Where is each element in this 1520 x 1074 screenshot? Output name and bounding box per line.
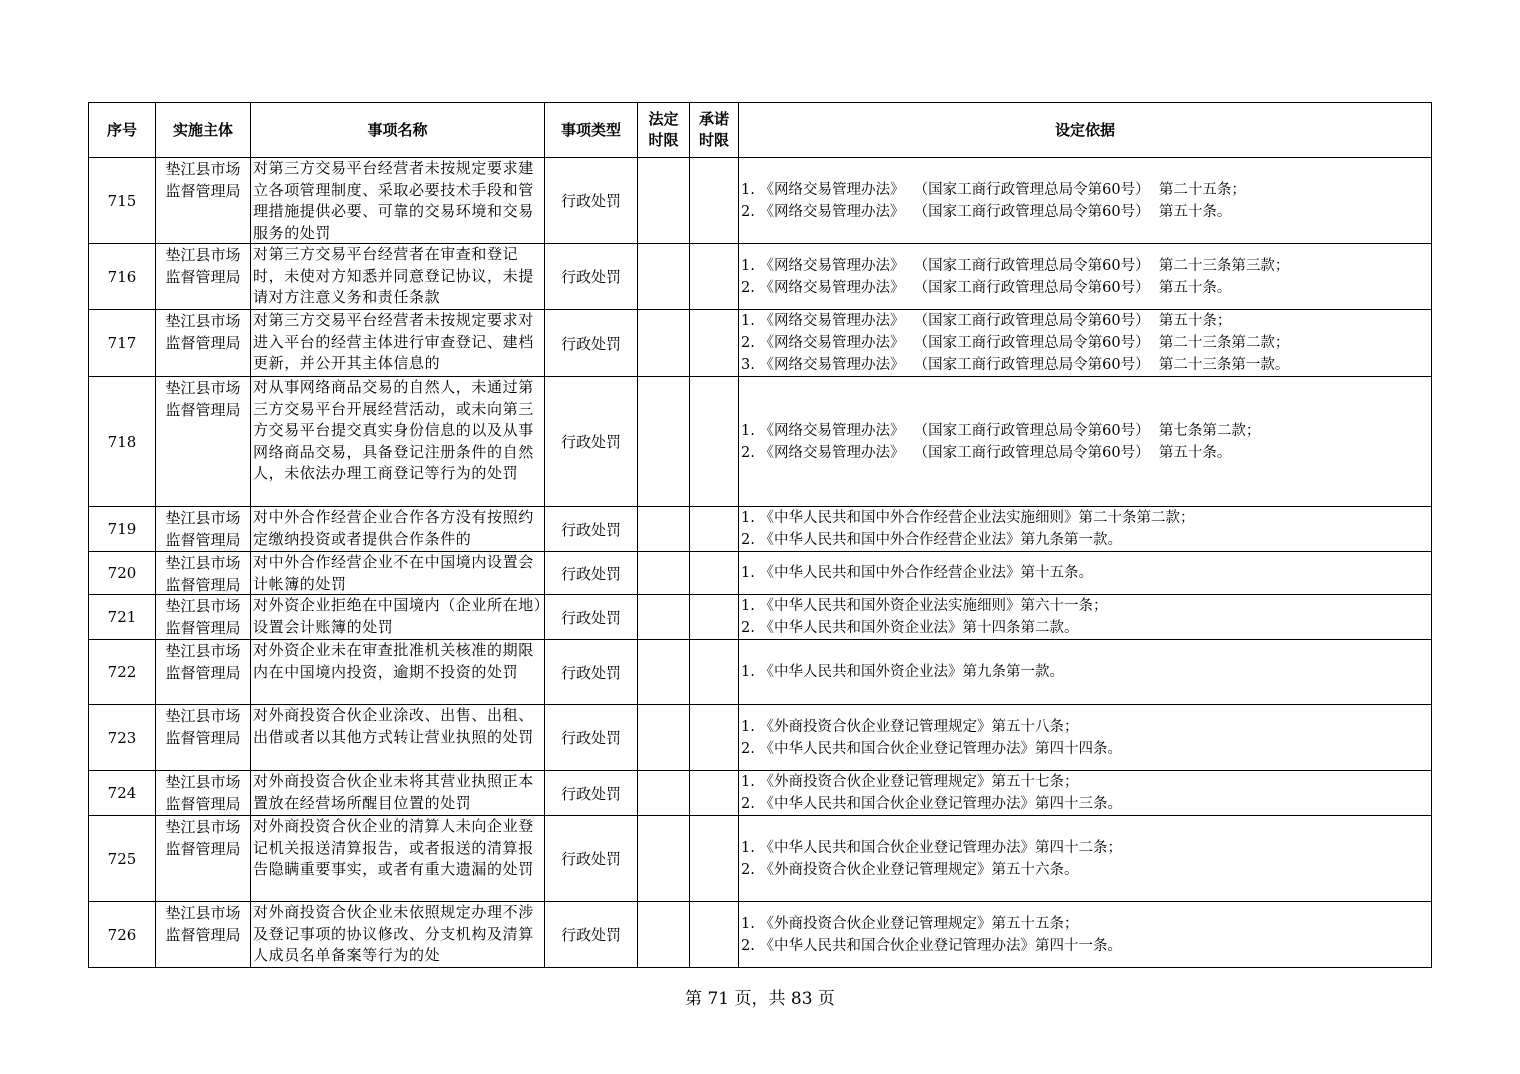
row-promise-limit (690, 377, 739, 507)
page-footer: 第 71 页，共 83 页 (685, 989, 835, 1009)
row-basis (739, 377, 1432, 507)
basis-line: 2. 《中华人民共和国合伙企业登记管理办法》第四十四条。 (741, 740, 1122, 757)
row-type: 行政处罚 (545, 902, 638, 968)
row-promise-limit (690, 310, 739, 377)
basis-line: 1. 《网络交易管理办法》 （国家工商行政管理总局令第60号） 第五十条； (741, 313, 1232, 329)
row-dept (156, 158, 251, 244)
row-name-text: 对外商投资合伙企业未将其营业执照正本置放在经营场所醒目位置的处罚 (253, 772, 534, 812)
row-name (251, 771, 545, 816)
table-row (89, 816, 1432, 902)
row-promise-limit (690, 771, 739, 816)
row-dept (156, 705, 251, 771)
row-type: 行政处罚 (545, 377, 638, 507)
row-basis (739, 552, 1432, 595)
row-dept (156, 771, 251, 816)
row-number: 721 (89, 595, 156, 640)
basis-line: 2. 《网络交易管理办法》 （国家工商行政管理总局令第60号） 第五十条。 (741, 279, 1232, 296)
basis-line: 2. 《外商投资合伙企业登记管理规定》第五十六条。 (741, 861, 1079, 878)
row-type: 行政处罚 (545, 705, 638, 771)
row-promise-limit (690, 902, 739, 968)
row-dept-text: 垫江县市场监督管理局 (165, 773, 241, 813)
header-name: 事项名称 (251, 103, 545, 158)
row-number: 717 (89, 310, 156, 377)
basis-line: 2. 《网络交易管理办法》 （国家工商行政管理总局令第60号） 第五十条。 (741, 203, 1232, 220)
row-dept (156, 507, 251, 552)
row-basis (739, 158, 1432, 244)
row-type: 行政处罚 (545, 158, 638, 244)
row-legal-limit (638, 595, 690, 640)
row-name (251, 705, 545, 771)
row-type: 行政处罚 (545, 771, 638, 816)
row-dept-text: 垫江县市场监督管理局 (165, 379, 241, 419)
row-basis (739, 816, 1432, 902)
row-number: 724 (89, 771, 156, 816)
row-promise-limit (690, 816, 739, 902)
basis-line: 1. 《中华人民共和国外资企业法》第九条第一款。 (741, 664, 1064, 680)
row-name-text: 对外资企业未在审查批准机关核准的期限内在中国境内投资，逾期不投资的处罚 (253, 641, 534, 681)
header-dept: 实施主体 (156, 103, 251, 158)
row-legal-limit (638, 552, 690, 595)
row-dept-text: 垫江县市场监督管理局 (165, 597, 241, 637)
row-number: 725 (89, 816, 156, 902)
row-dept-text: 垫江县市场监督管理局 (165, 818, 241, 858)
table-row (89, 552, 1432, 595)
row-legal-limit (638, 377, 690, 507)
row-dept-text: 垫江县市场监督管理局 (165, 509, 241, 549)
row-number: 726 (89, 902, 156, 968)
table-row (89, 705, 1432, 771)
row-type: 行政处罚 (545, 310, 638, 377)
basis-line: 3. 《网络交易管理办法》 （国家工商行政管理总局令第60号） 第二十三条第一款。 (741, 357, 1290, 373)
row-legal-limit (638, 640, 690, 705)
header-promise-limit: 承诺 时限 (690, 103, 739, 158)
basis-line: 1. 《中华人民共和国合伙企业登记管理办法》第四十二条； (741, 839, 1122, 856)
row-dept (156, 377, 251, 507)
regulation-table (88, 102, 1432, 968)
row-promise-limit (690, 244, 739, 310)
basis-line: 1. 《中华人民共和国外资企业法实施细则》第六十一条； (741, 598, 1108, 614)
row-type: 行政处罚 (545, 640, 638, 705)
basis-line: 1. 《网络交易管理办法》 （国家工商行政管理总局令第60号） 第二十五条； (741, 181, 1246, 198)
row-name-text: 对中外合作经营企业合作各方没有按照约定缴纳投资或者提供合作条件的 (253, 508, 534, 548)
table-row (89, 771, 1432, 816)
table-row (89, 310, 1432, 377)
row-name (251, 552, 545, 595)
row-name-text: 对中外合作经营企业不在中国境内设置会计帐簿的处罚 (253, 553, 534, 593)
basis-line: 2. 《中华人民共和国中外合作经营企业法》第九条第一款。 (741, 532, 1122, 548)
row-basis (739, 595, 1432, 640)
row-legal-limit (638, 771, 690, 816)
table-header-row (89, 103, 1432, 158)
header-no: 序号 (89, 103, 156, 158)
basis-line: 1. 《网络交易管理办法》 （国家工商行政管理总局令第60号） 第七条第二款； (741, 422, 1261, 439)
row-basis (739, 902, 1432, 968)
row-name (251, 640, 545, 705)
table-row (89, 902, 1432, 968)
row-name-text: 对第三方交易平台经营者未按规定要求对进入平台的经营主体进行审查登记、建档更新，并公开其主体信息的 (253, 311, 534, 372)
row-dept-text: 垫江县市场监督管理局 (165, 160, 241, 200)
row-name-text: 对第三方交易平台经营者在审查和登记时，未使对方知悉并同意登记协议，未提请对方注意义务和责任条款 (253, 245, 534, 306)
row-name-text: 对外资企业拒绝在中国境内（企业所在地）设置会计账簿的处罚 (253, 596, 542, 636)
row-promise-limit (690, 705, 739, 771)
row-type: 行政处罚 (545, 595, 638, 640)
row-dept (156, 552, 251, 595)
table-row (89, 158, 1432, 244)
row-name-text: 对外商投资合伙企业涂改、出售、出租、出借或者以其他方式转让营业执照的处罚 (253, 706, 534, 746)
table-row (89, 507, 1432, 552)
row-type: 行政处罚 (545, 816, 638, 902)
row-dept-text: 垫江县市场监督管理局 (165, 904, 241, 944)
table-row (89, 377, 1432, 507)
row-type: 行政处罚 (545, 507, 638, 552)
row-dept (156, 816, 251, 902)
row-dept (156, 640, 251, 705)
row-legal-limit (638, 244, 690, 310)
row-promise-limit (690, 552, 739, 595)
row-number: 723 (89, 705, 156, 771)
basis-line: 1. 《外商投资合伙企业登记管理规定》第五十五条； (741, 915, 1079, 932)
row-dept (156, 310, 251, 377)
row-legal-limit (638, 816, 690, 902)
header-legal-limit: 法定 时限 (638, 103, 690, 158)
row-dept-text: 垫江县市场监督管理局 (165, 642, 241, 682)
row-name (251, 816, 545, 902)
row-name (251, 377, 545, 507)
basis-line: 1. 《网络交易管理办法》 （国家工商行政管理总局令第60号） 第二十三条第三款； (741, 257, 1290, 274)
row-number: 716 (89, 244, 156, 310)
row-name-text: 对从事网络商品交易的自然人，未通过第三方交易平台开展经营活动，或未向第三方交易平台提交真实身份信息的以及从事网络商品交易，具备登记注册条件的自然人，未依法办理工商登记等行为的处罚 (253, 378, 534, 482)
row-basis (739, 705, 1432, 771)
row-name (251, 244, 545, 310)
basis-line: 1. 《外商投资合伙企业登记管理规定》第五十七条； (741, 774, 1079, 790)
row-number: 719 (89, 507, 156, 552)
basis-line: 1. 《中华人民共和国中外合作经营企业法实施细则》第二十条第二款； (741, 510, 1195, 526)
table-row (89, 595, 1432, 640)
row-number: 720 (89, 552, 156, 595)
header-type: 事项类型 (545, 103, 638, 158)
row-number: 722 (89, 640, 156, 705)
row-number: 715 (89, 158, 156, 244)
row-promise-limit (690, 640, 739, 705)
row-promise-limit (690, 158, 739, 244)
basis-line: 2. 《中华人民共和国合伙企业登记管理办法》第四十三条。 (741, 796, 1122, 812)
row-legal-limit (638, 902, 690, 968)
row-basis (739, 771, 1432, 816)
row-name (251, 595, 545, 640)
row-legal-limit (638, 310, 690, 377)
basis-line: 2. 《网络交易管理办法》 （国家工商行政管理总局令第60号） 第五十条。 (741, 444, 1232, 461)
row-number: 718 (89, 377, 156, 507)
row-name (251, 310, 545, 377)
row-basis (739, 310, 1432, 377)
row-legal-limit (638, 705, 690, 771)
table-row (89, 640, 1432, 705)
basis-line: 1. 《外商投资合伙企业登记管理规定》第五十八条； (741, 718, 1079, 735)
row-name-text: 对外商投资合伙企业的清算人未向企业登记机关报送清算报告，或者报送的清算报告隐瞒重要事实，或者有重大遗漏的处罚 (253, 817, 534, 878)
row-dept (156, 595, 251, 640)
row-name-text: 对外商投资合伙企业未依照规定办理不涉及登记事项的协议修改、分支机构及清算人成员名单备案等行为的处 (253, 903, 534, 964)
row-dept-text: 垫江县市场监督管理局 (165, 707, 241, 747)
row-legal-limit (638, 158, 690, 244)
header-basis: 设定依据 (739, 103, 1432, 158)
basis-line: 2. 《中华人民共和国合伙企业登记管理办法》第四十一条。 (741, 937, 1122, 954)
table-row (89, 244, 1432, 310)
basis-line: 1. 《中华人民共和国中外合作经营企业法》第十五条。 (741, 565, 1093, 581)
row-name (251, 902, 545, 968)
row-name (251, 507, 545, 552)
row-basis (739, 507, 1432, 552)
row-promise-limit (690, 595, 739, 640)
row-dept-text: 垫江县市场监督管理局 (165, 554, 241, 594)
row-dept (156, 902, 251, 968)
row-type: 行政处罚 (545, 244, 638, 310)
row-dept-text: 垫江县市场监督管理局 (165, 312, 241, 352)
row-dept-text: 垫江县市场监督管理局 (165, 246, 241, 286)
row-name (251, 158, 545, 244)
row-type: 行政处罚 (545, 552, 638, 595)
row-name-text: 对第三方交易平台经营者未按规定要求建立各项管理制度、采取必要技术手段和管理措施提供必要、可靠的交易环境和交易服务的处罚 (253, 159, 534, 242)
row-basis (739, 244, 1432, 310)
row-basis (739, 640, 1432, 705)
basis-line: 2. 《网络交易管理办法》 （国家工商行政管理总局令第60号） 第二十三条第二款； (741, 335, 1290, 351)
row-legal-limit (638, 507, 690, 552)
row-dept (156, 244, 251, 310)
row-promise-limit (690, 507, 739, 552)
basis-line: 2. 《中华人民共和国外资企业法》第十四条第二款。 (741, 620, 1079, 636)
